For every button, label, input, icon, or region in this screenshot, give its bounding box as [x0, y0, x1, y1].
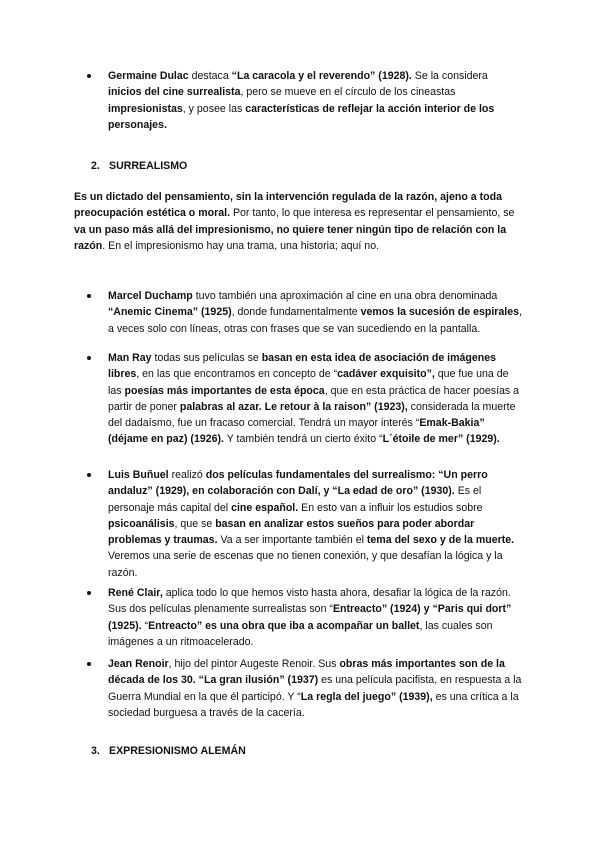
bullet-icon	[87, 473, 91, 477]
list-item-rene-clair: René Clair, aplica todo lo que hemos visto hasta ahora, desafiar la lógica de la razón. Sus dos películas plenamente surrealistas son “Entreacto” (1924) y “Paris qui dort” (1925). “Entreacto” es una obra que iba a acompañar un ballet, las cuales son imágenes a un ritmoacelerado.	[108, 585, 523, 650]
heading-number: 3.	[91, 745, 100, 757]
heading-number: 2.	[91, 160, 100, 172]
list-item-jean-renoir: Jean Renoir, hijo del pintor Augeste Renoir. Sus obras más importantes son de la década de los 30. “La gran ilusión” (1937) es una película pacifista, en respuesta a la Guerra Mundial en la que él participó. Y “La regla del juego” (1939), es una crítica a la sociedad burguesa a través de la cacería.	[108, 656, 523, 721]
intro-paragraph: Es un dictado del pensamiento, sin la intervención regulada de la razón, ajeno a toda preocupación estética o moral. Por tanto, lo que interesa es representar el pensamiento, se va un paso más allá del impresionismo, no quiere tener ningún tipo de relación con la razón. En el impresionismo hay una trama, una historia; aquí no.	[74, 191, 515, 252]
bullet-icon	[87, 74, 91, 78]
list-item-marcel-duchamp: Marcel Duchamp tuvo también una aproximación al cine en una obra denominada “Anemic Cinema” (1925), donde fundamentalmente vemos la sucesión de espirales, a veces solo con líneas, otras con frases que se van sucediendo en la pantalla.	[108, 288, 523, 337]
list-item-germaine-dulac	[108, 68, 523, 133]
bullet-icon	[87, 591, 91, 595]
section-heading-surrealismo	[91, 158, 187, 174]
bullet-icon	[87, 662, 91, 666]
list-item-luis-bunuel: Luis Buñuel realizó dos películas fundamentales del surrealismo: “Un perro andaluz” (1929), en colaboración con Dalí, y “La edad de oro” (1930). Es el personaje más capital del cine español. En esto van a influir los estudios sobre psicoanálisis, que se basan en analizar estos sueños para poder abordar problemas y traumas. Va a ser importante también el tema del sexo y de la muerte. Veremos una serie de escenas que no tienen conexión, y que desafían la lógica y la razón.	[108, 467, 523, 581]
text-run: Germaine Dulac destaca “La caracola y el reverendo” (1928). Se la considera inicios del cine surrealista, pero se mueve en el círculo de los cineastas impresionistas, y posee las características de reflejar la acción interior de los personajes.	[108, 70, 495, 131]
heading-title: SURREALISMO	[109, 160, 188, 172]
heading-title: EXPRESIONISMO ALEMÁN	[109, 745, 246, 757]
bullet-icon	[87, 294, 91, 298]
list-item-man-ray: Man Ray todas sus películas se basan en esta idea de asociación de imágenes libres, en las que encontramos en concepto de “cadáver exquisito”, que fue una de las poesías más importantes de esta época, que en esta práctica de hacer poesías a partir de poner palabras al azar. Le retour à la raison” (1923), considerada la muerte del dadaísmo, fue un fracaso comercial. Tendrá un mayor interés “Emak-Bakia” (déjame en paz) (1926). Y también tendrá un cierto éxito “L´étoile de mer” (1929).	[108, 350, 523, 448]
section-heading-expresionismo-aleman	[91, 743, 246, 759]
bullet-icon	[87, 356, 91, 360]
